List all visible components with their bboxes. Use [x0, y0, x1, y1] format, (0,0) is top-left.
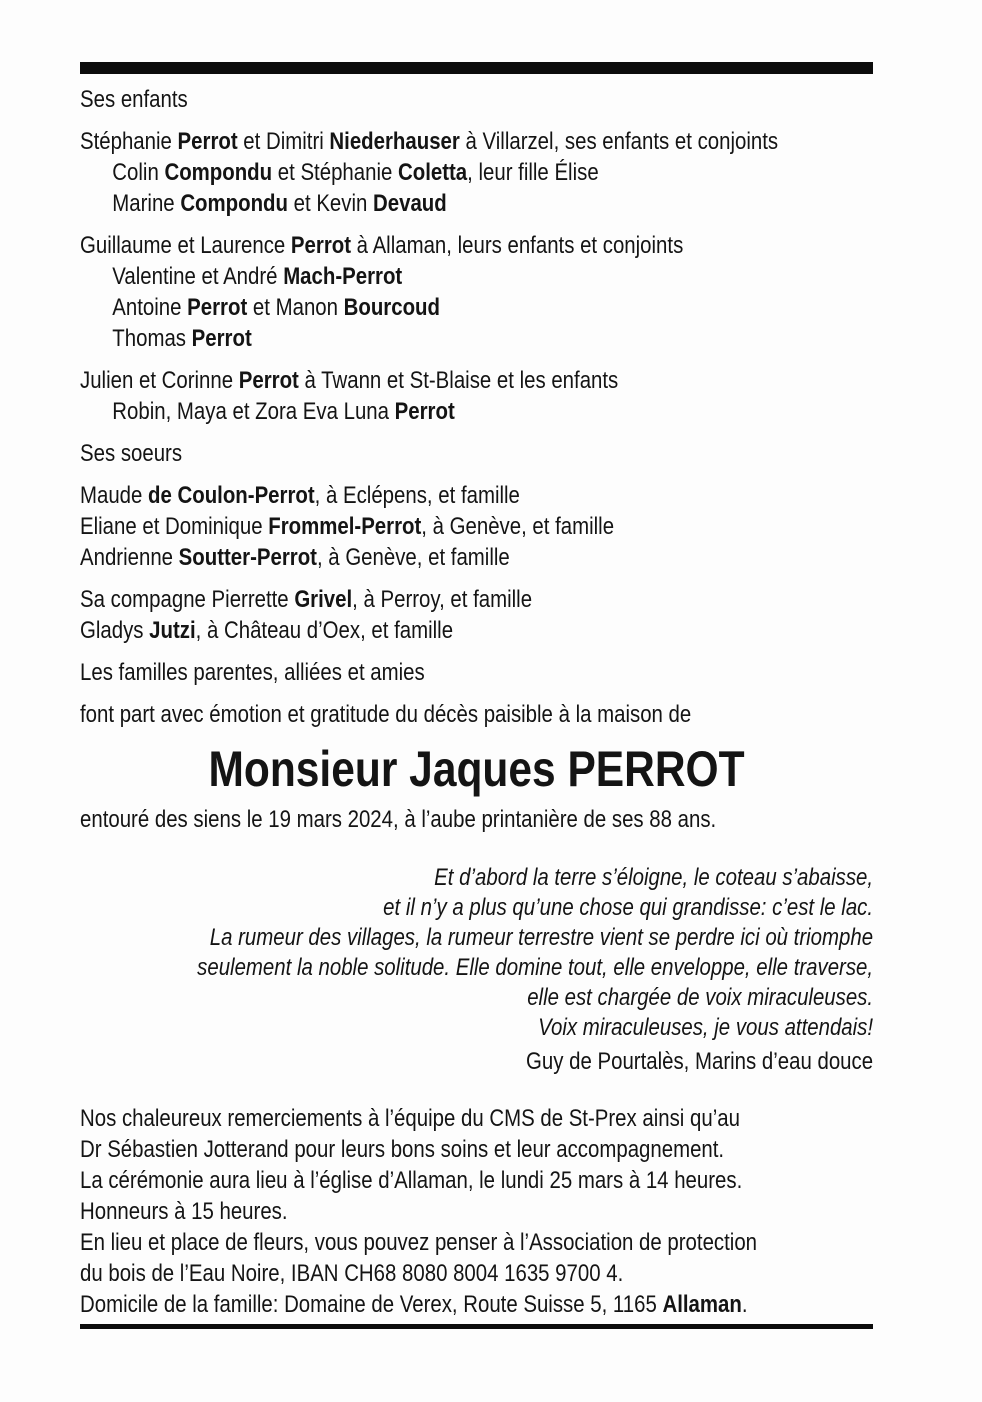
- surname-bold-text: Jutzi: [149, 617, 196, 644]
- surname-bold-text: Perrot: [187, 294, 248, 321]
- ceremony-line: [80, 1165, 873, 1196]
- family-line: [80, 542, 873, 573]
- surname-bold-text: Compondu: [180, 190, 288, 217]
- surname-bold-text: de Coulon-Perrot: [148, 482, 315, 509]
- plain-text: Colin: [112, 159, 165, 186]
- poem-line: La rumeur des villages, la rumeur terrestre vient se perdre ici où triomphe: [209, 924, 874, 951]
- thanks-line: [80, 1103, 873, 1134]
- plain-text: du bois de l’Eau Noire, IBAN CH68 8080 8004 1635 9700 4.: [80, 1260, 624, 1287]
- plain-text: Guillaume et Laurence: [80, 232, 291, 259]
- poem-quote: [80, 863, 873, 1077]
- plain-text: à Villarzel, ses enfants et conjoints: [459, 128, 779, 155]
- top-divider-bar: [80, 62, 873, 74]
- plain-text: Nos chaleureux remerciements à l’équipe du CMS de St-Prex ainsi qu’au: [80, 1105, 740, 1132]
- plain-text: Dr Sébastien Jotterand pour leurs bons soins et leur accompagnement.: [80, 1136, 725, 1163]
- families-line: Les familles parentes, alliées et amies: [80, 659, 425, 686]
- surname-bold-text: Perrot: [290, 232, 352, 259]
- announcement-line: font part avec émotion et gratitude du décès paisible à la maison de: [80, 701, 692, 728]
- bottom-divider-rule: [80, 1324, 873, 1329]
- surname-bold-text: Devaud: [373, 190, 447, 217]
- surname-bold-text: Mach-Perrot: [283, 263, 403, 290]
- honors-line: [80, 1196, 873, 1227]
- children-group-2: [80, 230, 873, 354]
- plain-text: à Allaman, leurs enfants et conjoints: [351, 232, 684, 259]
- children-group-1: [80, 126, 873, 219]
- poem-line: et il n’y a plus qu’une chose qui grandisse: c’est le lac.: [383, 894, 874, 921]
- surname-bold-text: Perrot: [191, 325, 252, 352]
- plain-text: , à Perroy, et famille: [352, 586, 533, 613]
- surname-bold-text: Allaman: [662, 1291, 742, 1318]
- plain-text: .: [741, 1291, 748, 1318]
- poem-line: elle est chargée de voix miraculeuses.: [527, 984, 874, 1011]
- plain-text: Julien et Corinne: [80, 367, 239, 394]
- sisters-group: [80, 480, 873, 573]
- plain-text: Domicile de la famille: Domaine de Verex, Route Suisse 5, 1165: [80, 1291, 663, 1318]
- family-line: [80, 511, 873, 542]
- plain-text: Gladys: [80, 617, 150, 644]
- plain-text: , à Genève, et famille: [421, 513, 615, 540]
- plain-text: , à Genève, et famille: [316, 544, 510, 571]
- donation-line: [80, 1227, 873, 1258]
- plain-text: et Kevin: [287, 190, 374, 217]
- surname-bold-text: Perrot: [238, 367, 299, 394]
- children-group-3: [80, 365, 873, 427]
- plain-text: Eliane et Dominique: [80, 513, 269, 540]
- surname-bold-text: Bourcoud: [343, 294, 440, 321]
- iban-line: [80, 1258, 873, 1289]
- plain-text: Valentine et André: [112, 263, 284, 290]
- surname-bold-text: Frommel-Perrot: [268, 513, 422, 540]
- poem-line: seulement la noble solitude. Elle domine tout, elle enveloppe, elle traverse,: [197, 954, 874, 981]
- surname-bold-text: Niederhauser: [329, 128, 460, 155]
- plain-text: et Dimitri: [237, 128, 330, 155]
- plain-text: Robin, Maya et Zora Eva Luna: [112, 398, 395, 425]
- plain-text: Antoine: [112, 294, 188, 321]
- plain-text: Marine: [112, 190, 181, 217]
- family-line: [80, 261, 873, 292]
- plain-text: En lieu et place de fleurs, vous pouvez penser à l’Association de protection: [80, 1229, 758, 1256]
- practical-information: [80, 1103, 873, 1320]
- surname-bold-text: Perrot: [177, 128, 238, 155]
- plain-text: à Twann et St-Blaise et les enfants: [298, 367, 619, 394]
- family-line: [80, 480, 873, 511]
- companions-group: [80, 584, 873, 646]
- family-line: [80, 292, 873, 323]
- plain-text: , à Château d’Oex, et famille: [195, 617, 454, 644]
- surname-bold-text: Soutter-Perrot: [178, 544, 317, 571]
- family-line: [80, 157, 873, 188]
- plain-text: et Stéphanie: [272, 159, 399, 186]
- children-section-header: Ses enfants: [80, 86, 188, 113]
- notice-content: [80, 84, 873, 1320]
- family-line: [80, 323, 873, 354]
- poem-attribution: Guy de Pourtalès, Marins d’eau douce: [526, 1048, 874, 1075]
- thanks-line: [80, 1134, 873, 1165]
- surname-bold-text: Coletta: [398, 159, 468, 186]
- plain-text: Sa compagne Pierrette: [80, 586, 295, 613]
- family-line: [80, 126, 873, 157]
- plain-text: et Manon: [247, 294, 344, 321]
- surname-bold-text: Compondu: [164, 159, 273, 186]
- poem-line: Et d’abord la terre s’éloigne, le coteau s’abaisse,: [434, 864, 874, 891]
- family-line: [80, 396, 873, 427]
- family-line: [80, 365, 873, 396]
- family-line: [80, 584, 873, 615]
- sisters-section-header: Ses soeurs: [80, 440, 183, 467]
- surname-bold-text: Grivel: [294, 586, 353, 613]
- plain-text: Stéphanie: [80, 128, 178, 155]
- deceased-name-title: Monsieur Jaques PERROT: [208, 741, 745, 797]
- family-line: [80, 615, 873, 646]
- family-address-line: [80, 1289, 873, 1320]
- poem-line: Voix miraculeuses, je vous attendais!: [538, 1014, 874, 1041]
- plain-text: , leur fille Élise: [467, 159, 599, 186]
- plain-text: Maude: [80, 482, 149, 509]
- plain-text: Andrienne: [80, 544, 179, 571]
- plain-text: Honneurs à 15 heures.: [80, 1198, 288, 1225]
- plain-text: Thomas: [112, 325, 192, 352]
- death-details-line: entouré des siens le 19 mars 2024, à l’aube printanière de ses 88 ans.: [80, 806, 717, 833]
- plain-text: La cérémonie aura lieu à l’église d’Allaman, le lundi 25 mars à 14 heures.: [80, 1167, 743, 1194]
- family-line: [80, 188, 873, 219]
- plain-text: , à Eclépens, et famille: [314, 482, 520, 509]
- surname-bold-text: Perrot: [394, 398, 455, 425]
- family-line: [80, 230, 873, 261]
